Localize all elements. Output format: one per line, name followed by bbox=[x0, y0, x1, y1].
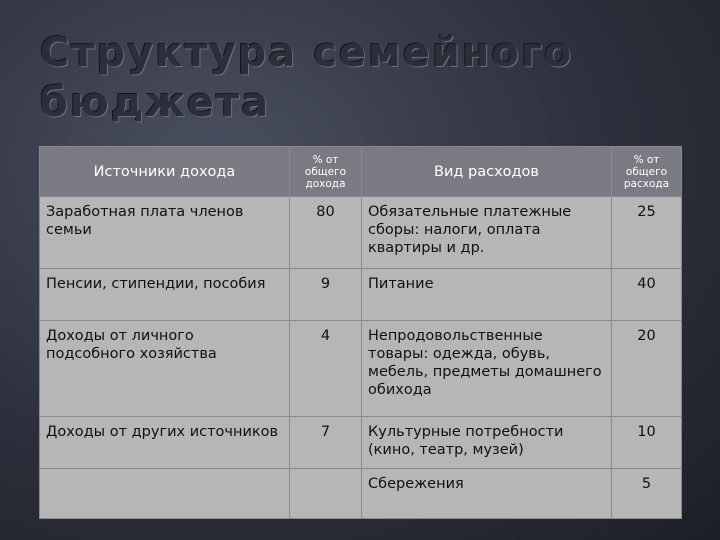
expense-percent-cell: 5 bbox=[612, 469, 682, 519]
header-expense-types: Вид расходов bbox=[362, 147, 612, 197]
table-row bbox=[40, 197, 682, 269]
income-percent-cell: 9 bbox=[290, 269, 362, 321]
income-source-cell: Заработная плата членов семьи bbox=[40, 197, 290, 269]
income-percent-cell: 7 bbox=[290, 417, 362, 469]
income-source-cell: Пенсии, стипендии, пособия bbox=[40, 269, 290, 321]
income-source-cell: Доходы от личного подсобного хозяйства bbox=[40, 321, 290, 417]
table-row bbox=[40, 321, 682, 417]
expense-type-cell: Сбережения bbox=[362, 469, 612, 519]
budget-table bbox=[39, 146, 682, 519]
table-header-row bbox=[40, 147, 682, 197]
header-income-sources: Источники дохода bbox=[40, 147, 290, 197]
income-percent-cell: 80 bbox=[290, 197, 362, 269]
income-percent-cell bbox=[290, 469, 362, 519]
table-row bbox=[40, 417, 682, 469]
income-percent-cell: 4 bbox=[290, 321, 362, 417]
expense-type-cell: Питание bbox=[362, 269, 612, 321]
expense-type-cell: Непродовольственные товары: одежда, обувь, мебель, предметы домашнего обихода bbox=[362, 321, 612, 417]
expense-type-cell: Культурные потребности (кино, театр, музей) bbox=[362, 417, 612, 469]
header-expense-percent: % от общего расхода bbox=[612, 147, 682, 197]
income-source-cell: Доходы от других источников bbox=[40, 417, 290, 469]
header-income-percent: % от общего дохода bbox=[290, 147, 362, 197]
income-source-cell bbox=[40, 469, 290, 519]
slide-title: Структура семейного бюджета bbox=[40, 30, 574, 126]
expense-percent-cell: 20 bbox=[612, 321, 682, 417]
expense-percent-cell: 25 bbox=[612, 197, 682, 269]
table-row bbox=[40, 469, 682, 519]
expense-percent-cell: 10 bbox=[612, 417, 682, 469]
expense-percent-cell: 40 bbox=[612, 269, 682, 321]
expense-type-cell: Обязательные платежные сборы: налоги, оплата квартиры и др. bbox=[362, 197, 612, 269]
table-row bbox=[40, 269, 682, 321]
